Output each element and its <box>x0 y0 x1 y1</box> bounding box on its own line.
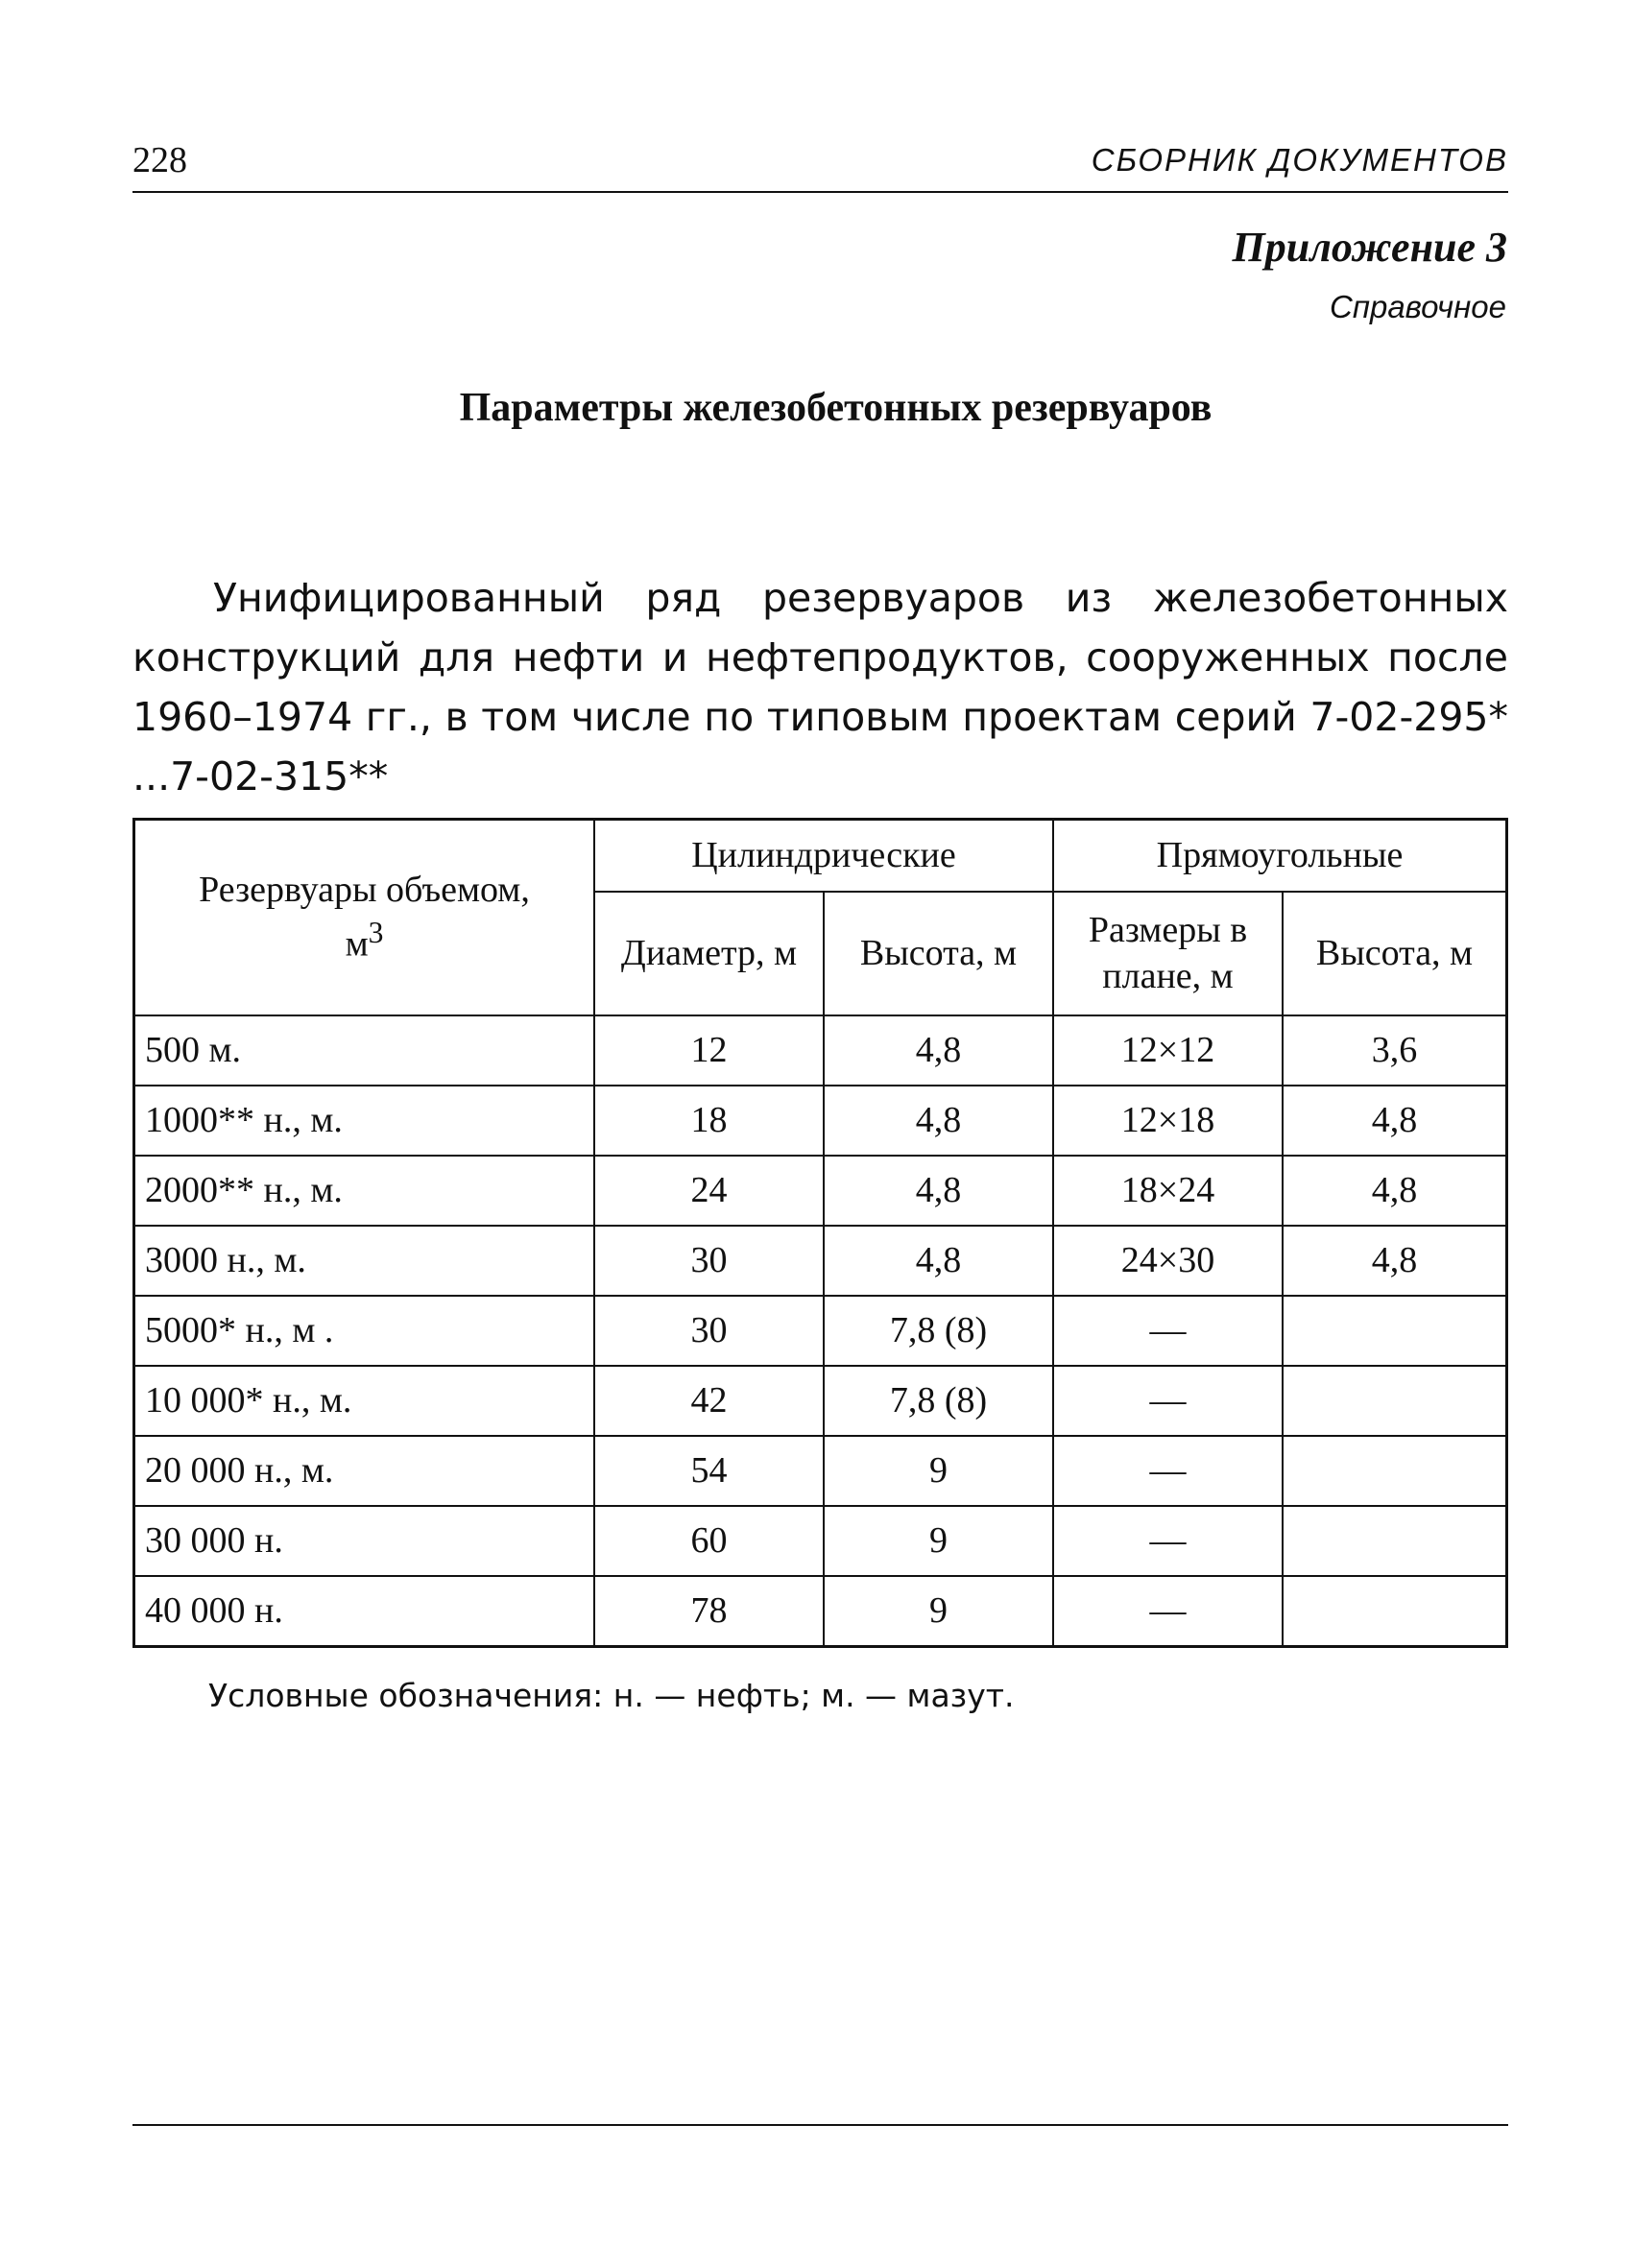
table-header-row <box>134 820 1507 893</box>
cell-volume: 20 000 н., м. <box>134 1436 595 1506</box>
cell-height-cylindrical: 4,8 <box>824 1015 1053 1086</box>
table-row <box>134 1015 1507 1086</box>
cell-volume: 40 000 н. <box>134 1576 595 1647</box>
cell-diameter: 42 <box>594 1366 824 1436</box>
legend-note: Условные обозначения: н. — нефть; м. — мазут. <box>208 1677 1015 1714</box>
footer-rule <box>132 2124 1508 2126</box>
cell-plan-size: — <box>1053 1366 1283 1436</box>
intro-paragraph: Унифицированный ряд резервуаров из железобетонных конструкций для нефти и нефтепродуктов, сооруженных после 1960–1974 гг., в том числе по типовым проектам серий 7-02-295* ...7-02-315** <box>132 575 1508 800</box>
cell-diameter: 78 <box>594 1576 824 1647</box>
header-height-rectangular: Высота, м <box>1283 892 1507 1015</box>
table-row <box>134 1226 1507 1296</box>
cell-plan-size: — <box>1053 1436 1283 1506</box>
header-height-cylindrical: Высота, м <box>824 892 1053 1015</box>
cell-height-cylindrical: 4,8 <box>824 1226 1053 1296</box>
cell-diameter: 12 <box>594 1015 824 1086</box>
cell-height-cylindrical: 4,8 <box>824 1086 1053 1156</box>
cell-plan-size: 12×12 <box>1053 1015 1283 1086</box>
cell-height-rectangular <box>1283 1366 1507 1436</box>
appendix-type: Справочное <box>1329 289 1506 324</box>
cell-diameter: 60 <box>594 1506 824 1576</box>
running-head: СБОРНИК ДОКУМЕНТОВ <box>1091 142 1508 178</box>
appendix-label: Приложение 3 <box>1232 224 1507 271</box>
cell-volume: 2000** н., м. <box>134 1156 595 1226</box>
cell-diameter: 30 <box>594 1226 824 1296</box>
table-row <box>134 1436 1507 1506</box>
cell-volume: 500 м. <box>134 1015 595 1086</box>
header-rule <box>132 191 1508 193</box>
cell-height-rectangular <box>1283 1436 1507 1506</box>
cell-height-rectangular <box>1283 1506 1507 1576</box>
cell-height-rectangular: 4,8 <box>1283 1226 1507 1296</box>
cell-diameter: 18 <box>594 1086 824 1156</box>
table-row <box>134 1296 1507 1366</box>
cell-height-rectangular <box>1283 1296 1507 1366</box>
cell-plan-size: — <box>1053 1296 1283 1366</box>
cell-plan-size: 18×24 <box>1053 1156 1283 1226</box>
cell-height-cylindrical: 9 <box>824 1436 1053 1506</box>
cell-height-rectangular: 4,8 <box>1283 1086 1507 1156</box>
table-row <box>134 1576 1507 1647</box>
cell-volume: 10 000* н., м. <box>134 1366 595 1436</box>
cell-height-cylindrical: 4,8 <box>824 1156 1053 1226</box>
header-plan-size: Размеры в плане, м <box>1053 892 1283 1015</box>
header-volume <box>134 820 595 1016</box>
cell-diameter: 54 <box>594 1436 824 1506</box>
table-body <box>134 1015 1507 1647</box>
header-diameter: Диаметр, м <box>594 892 824 1015</box>
table-row <box>134 1086 1507 1156</box>
cell-volume: 30 000 н. <box>134 1506 595 1576</box>
cell-height-cylindrical: 7,8 (8) <box>824 1296 1053 1366</box>
cell-height-cylindrical: 7,8 (8) <box>824 1366 1053 1436</box>
cell-height-rectangular: 4,8 <box>1283 1156 1507 1226</box>
header-rectangular: Прямоугольные <box>1053 820 1507 893</box>
header-cylindrical: Цилиндрические <box>594 820 1053 893</box>
header-volume-unit: м <box>345 923 369 965</box>
cell-plan-size: — <box>1053 1576 1283 1647</box>
cell-diameter: 24 <box>594 1156 824 1226</box>
cell-volume: 5000* н., м . <box>134 1296 595 1366</box>
cell-plan-size: 12×18 <box>1053 1086 1283 1156</box>
cell-plan-size: — <box>1053 1506 1283 1576</box>
cell-volume: 1000** н., м. <box>134 1086 595 1156</box>
cell-plan-size: 24×30 <box>1053 1226 1283 1296</box>
cell-volume: 3000 н., м. <box>134 1226 595 1296</box>
table-row <box>134 1366 1507 1436</box>
header-volume-unit-sup: 3 <box>368 915 384 949</box>
cell-height-rectangular <box>1283 1576 1507 1647</box>
cell-height-cylindrical: 9 <box>824 1576 1053 1647</box>
document-title: Параметры железобетонных резервуаров <box>459 386 1213 430</box>
parameters-table <box>132 818 1508 1648</box>
table-row <box>134 1156 1507 1226</box>
header-volume-label: Резервуары объемом, <box>199 870 530 911</box>
table-row <box>134 1506 1507 1576</box>
cell-diameter: 30 <box>594 1296 824 1366</box>
cell-height-rectangular: 3,6 <box>1283 1015 1507 1086</box>
cell-height-cylindrical: 9 <box>824 1506 1053 1576</box>
page-number: 228 <box>132 140 187 180</box>
